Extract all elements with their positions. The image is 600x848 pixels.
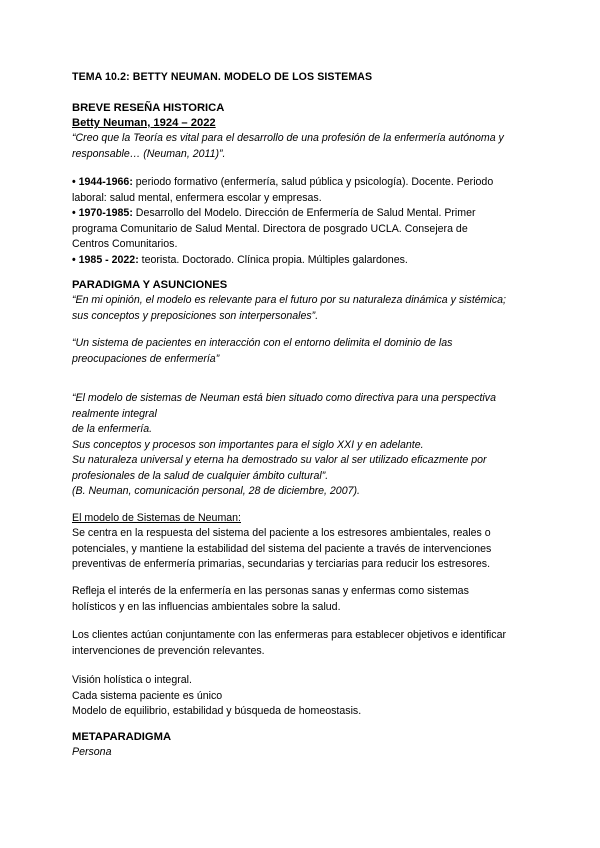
- quote-line: “Un sistema de pacientes en interacción con el entorno delimita el dominio de las: [72, 337, 453, 349]
- quote-line: realmente integral: [72, 407, 157, 420]
- timeline-years: • 1985 - 2022:: [72, 253, 139, 266]
- quote-line: sus conceptos y preposiciones son interpersonales”.: [72, 309, 319, 322]
- document-title: TEMA 10.2: BETTY NEUMAN. MODELO DE LOS SISTEMAS: [72, 71, 373, 83]
- timeline-text: Centros Comunitarios.: [72, 238, 178, 250]
- timeline-item: [72, 206, 532, 222]
- list-item: Visión holística o integral.: [72, 674, 192, 686]
- timeline-item: [72, 253, 532, 269]
- section-heading-metaparadigma: METAPARADIGMA: [72, 731, 172, 743]
- timeline-text: laboral: salud mental, enfermera escolar y empresas.: [72, 191, 322, 204]
- quote-line: Su naturaleza universal y eterna ha demostrado su valor al ser utilizado eficazmente por: [72, 454, 487, 466]
- paragraph-line: Refleja el interés de la enfermería en las personas sanas y enfermas como sistemas: [72, 585, 469, 597]
- modelo-paragraph-1: [72, 526, 532, 573]
- quote-line: (B. Neuman, comunicación personal, 28 de diciembre, 2007).: [72, 485, 360, 497]
- timeline-item: [72, 175, 532, 191]
- modelo-heading: El modelo de Sistemas de Neuman:: [72, 512, 241, 524]
- timeline-years: • 1944-1966:: [72, 176, 133, 188]
- modelo-list: [72, 673, 532, 720]
- quote-line: profesionales de la salud de cualquier ámbito cultural”.: [72, 469, 329, 482]
- modelo-paragraph-3: [72, 628, 532, 659]
- quote-line: de la enfermería.: [72, 423, 153, 435]
- quote-line: “Creo que la Teoría es vital para el desarrollo de una profesión de la enfermería autónoma y: [72, 132, 504, 144]
- paragraph-line: potenciales, y mantiene la estabilidad del sistema del paciente a través de intervenciones: [72, 542, 492, 555]
- paragraph-line: Se centra en la respuesta del sistema del paciente a los estresores ambientales, reales o: [72, 527, 491, 539]
- paragraph-line: holísticos y en las influencias ambientales sobre la salud.: [72, 600, 341, 613]
- paragraph-line: preventivas de enfermería primarias, secundarias y terciarias para reducir los estresores.: [72, 558, 491, 570]
- quote-paradigma-1: [72, 293, 532, 324]
- list-item: Cada sistema paciente es único: [72, 689, 223, 702]
- timeline-text: teorista. Doctorado. Clínica propia. Múltiples galardones.: [138, 253, 408, 266]
- timeline-text: periodo formativo (enfermería, salud pública y psicología). Docente. Periodo: [132, 176, 494, 188]
- modelo-paragraph-2: [72, 584, 532, 615]
- quote-paradigma-2: [72, 336, 532, 367]
- quote-paradigma-3: [72, 391, 532, 500]
- timeline-text: programa Comunitario de Salud Mental. Directora de posgrado UCLA. Consejera de: [72, 222, 468, 235]
- subheading-betty-neuman: Betty Neuman, 1924 – 2022: [72, 117, 216, 129]
- timeline-years: • 1970-1985:: [72, 207, 133, 219]
- paragraph-line: intervenciones de prevención relevantes.: [72, 644, 265, 657]
- quote-line: “El modelo de sistemas de Neuman está bien situado como directiva para una perspectiva: [72, 392, 496, 404]
- timeline-text: Desarrollo del Modelo. Dirección de Enfermería de Salud Mental. Primer: [132, 207, 476, 219]
- quote-neuman-2011: [72, 131, 532, 162]
- quote-line: “En mi opinión, el modelo es relevante para el futuro por su naturaleza dinámica y sistémica;: [72, 294, 506, 306]
- paragraph-line: Los clientes actúan conjuntamente con las enfermeras para establecer objetivos e identificar: [72, 629, 507, 641]
- section-heading-paradigma: PARADIGMA Y ASUNCIONES: [72, 279, 228, 291]
- quote-line: preocupaciones de enfermería”: [72, 352, 220, 365]
- metaparadigma-persona: Persona: [72, 746, 112, 758]
- quote-line: Sus conceptos y procesos son importantes para el siglo XXI y en adelante.: [72, 438, 424, 451]
- quote-line: responsable… (Neuman, 2011)”.: [72, 147, 226, 160]
- section-heading-resena: BREVE RESEÑA HISTORICA: [72, 102, 225, 114]
- timeline-list: [72, 175, 532, 268]
- list-item: Modelo de equilibrio, estabilidad y búsqueda de homeostasis.: [72, 705, 362, 717]
